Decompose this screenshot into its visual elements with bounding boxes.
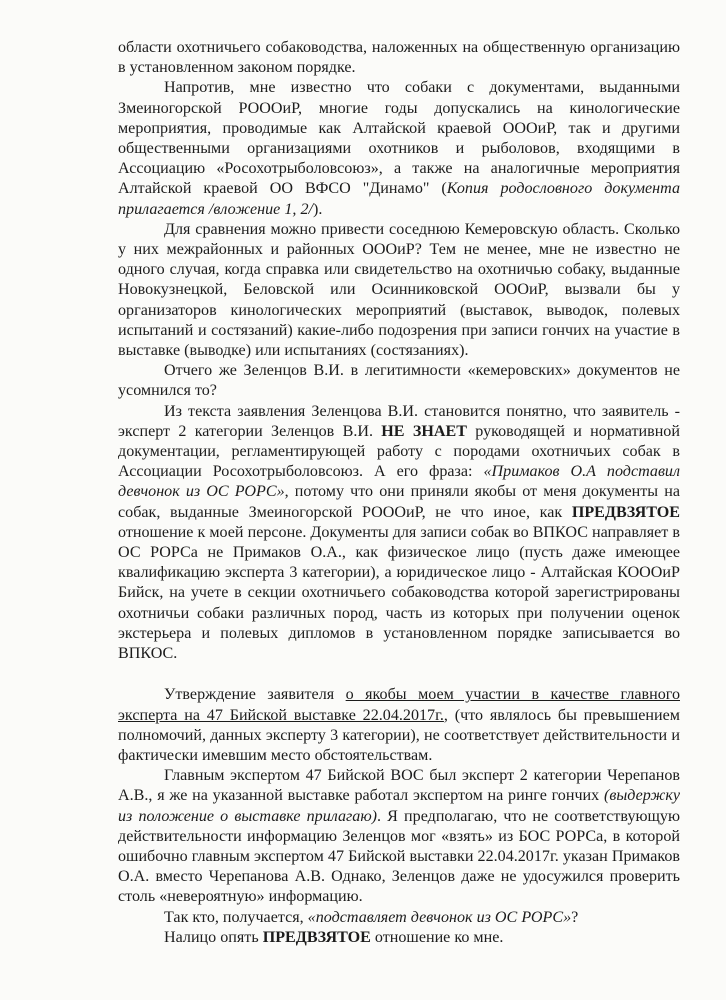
text-run: Отчего же Зеленцов В.И. в легитимности «кемеровских» документов не усомнился то? — [118, 362, 680, 400]
text-run: руководящей и нормативной документации, регламентирующей работу с породами охотничьих собак в Ассоциации Росохотрыболовсоюз. А его фраза: — [118, 422, 680, 481]
paragraph-spacer — [118, 664, 680, 685]
text-run: . Я предполагаю, что не соответствующую действительности информацию Зеленцов мог «взять» из БОС РОРСа, в которой ошибочно главным экспертом 47 Бийской выставки 22.04.2017г. указан Примаков О.А. вместо Черепанова А.В. Однако, Зеленцов даже не удосужился проверить столь «невероятную» информацию. — [118, 807, 680, 906]
paragraph — [118, 78, 680, 219]
italic-text: (выдержку из положение о выставке прилагаю) — [118, 787, 680, 825]
paragraph — [118, 685, 680, 766]
text-run: Для сравнения можно привести соседнюю Кемеровскую область. Сколько у них межрайонных и районных ОООиР? Тем не менее, мне не известно не одного случая, когда справка или свидетельство на охотничью собаку, выданные Новокузнецкой, Беловской или Осинниковской ОООиР, вызвали бы у организаторов кинологических мероприятий (выставок, выводок, полевых испытаний и состязаний) какие-либо подозрения при записи гончих на участие в выставке (выводке) или испытаниях (состязаниях). — [118, 220, 680, 360]
text-run: , (что являлось бы превышением полномочий, данных эксперту 3 категории), не соответствует действительности и фактически имевшим место обстоятельствам. — [118, 706, 680, 764]
bold-text: ПРЕДВЗЯТОЕ — [571, 503, 680, 521]
text-run: Налицо опять — [164, 928, 263, 946]
bold-text: ПРЕДВЗЯТОЕ — [262, 928, 371, 946]
italic-text: «подставляет девчонок из ОС РОРС» — [307, 908, 572, 926]
text-run: отношение ко мне. — [370, 928, 504, 946]
text-run: ). — [312, 200, 323, 218]
document-body — [118, 38, 680, 948]
italic-text: «Примаков О.А подставил девчонок из ОС РОРС» — [118, 463, 681, 501]
paragraph — [118, 766, 680, 907]
underlined-text: о якобы моем участии в качестве главного эксперта на 47 Бийской выставке 22.04.2017г. — [118, 686, 680, 724]
italic-text: Копия родословного документа прилагается /вложение 1, 2/ — [118, 180, 680, 218]
paragraph — [118, 220, 680, 361]
text-run: ? — [571, 908, 579, 926]
paragraph — [118, 908, 680, 928]
text-run: Главным экспертом 47 Бийской ВОС был эксперт 2 категории Черепанов А.В., я же на указанной выставке работал экспертом на ринге гончих — [118, 767, 680, 805]
text-run: Так кто, получается, — [164, 908, 308, 926]
paragraph — [118, 928, 680, 948]
text-run: Утверждение заявителя — [164, 686, 346, 704]
text-run: , потому что они приняли якобы от меня документы на собак, выданные Змеиногорской РОООиР, не что иное, как — [118, 483, 680, 521]
text-run: области охотничьего собаководства, наложенных на общественную организацию в установленном законом порядке. — [118, 39, 680, 77]
bold-text: НЕ ЗНАЕТ — [381, 422, 467, 440]
paragraph — [118, 402, 680, 665]
text-run: отношение к моей персоне. Документы для записи собак во ВПКОС направляет в ОС РОРСа не Примаков О.А., как физическое лицо (пусть даже имеющее квалификацию эксперта 3 категории), а юридическое лицо - Алтайская КОООиР Бийск, на учете в секции охотничьего собаководства которой зарегистрированы охотничьи собаки различных пород, часть из которых при получении оценок экстерьера и полевых дипломов в установленном порядке записывается во ВПКОС. — [118, 523, 680, 663]
text-run: Из текста заявления Зеленцова В.И. становится понятно, что заявитель - эксперт 2 категории Зеленцов В.И. — [118, 402, 680, 440]
paragraph — [118, 361, 680, 401]
text-run: Напротив, мне известно что собаки с документами, выданными Змеиногорской РОООиР, многие годы допускались на кинологические мероприятия, проводимые как Алтайской краевой ОООиР, так и другими общественными организациями охотников и рыболовов, входящими в Ассоциацию «Росохотрыболовсоюз», а также на аналогичные мероприятия Алтайской краевой ОО ВФСО "Динамо" ( — [118, 79, 680, 198]
paragraph — [118, 38, 680, 78]
